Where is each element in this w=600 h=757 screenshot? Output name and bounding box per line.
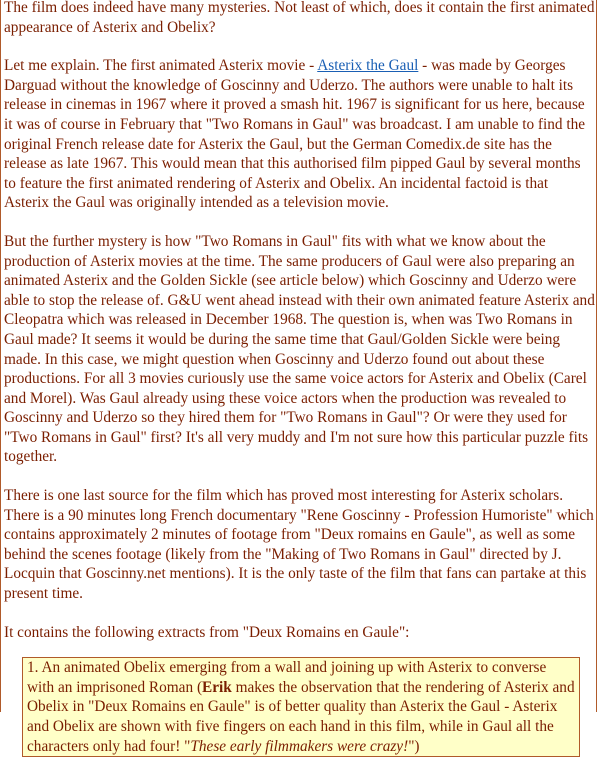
paragraph-mystery: But the further mystery is how "Two Romans in Gaul" fits with what we know about the production of Asterix movies at the time. The same producers of Gaul were also preparing an animated Asterix and the Golden Sickle (see article below) which Goscinny and Uderzo were able to stop the release of. G&U went ahead instead with their own animated feature Asterix and Cleopatra which was released in December 1968. The question is, when was Two Romans in Gaul made? It seems it would be during the same time that Gaul/Golden Sickle were being made. In this case, we might question when Goscinny and Uderzo found out about these productions. For all 3 movies curiously use the same voice actors for Asterix and Obelix (Carel and Morel). Was Gaul already using these voice actors when the production was revealed to Goscinny and Uderzo so they hired them for "Two Romans in Gaul"? Or were they used for "Two Romans in Gaul" first? It's all very muddy and I'm not sure how this particular puzzle fits together. [4, 232, 595, 466]
paragraph-extracts-intro: It contains the following extracts from "Deux Romains en Gaule": [4, 623, 410, 641]
paragraph-documentary: There is one last source for the film which has proved most interesting for Asterix scholars. There is a 90 minutes long French documentary "Rene Goscinny - Profession Humoriste" which contains approximately 2 minutes of footage from "Deux romains en Gaule", as well as some behind the scenes footage (likely from the "Making of Two Romans in Gaul" directed by J. Locquin that Goscinny.net mentions). It is the only taste of the film that fans can partake at this present time. [4, 487, 594, 603]
paragraph-explain-text-1: Let me explain. The first animated Asterix movie - [4, 57, 318, 75]
note-text-3: ") [408, 737, 420, 755]
asterix-the-gaul-link[interactable]: Asterix the Gaul [317, 57, 419, 75]
note-text-1: 1. An animated Obelix emerging from a wall and joining up with Asterix to converse with an imprisoned Roman ( [27, 659, 547, 696]
paragraph-explain-text-2: - was made by Georges Darguad without the knowledge of Goscinny and Uderzo. The authors were unable to halt its release in cinemas in 1967 where it proved a smash hit. 1967 is significant for us here, because it was of course in February that "Two Romans in Gaul" was broadcast. I am unable to find the original French release date for Asterix the Gaul, but the German Comedix.de site has the release as late 1967. This would mean that this authorised film pipped Gaul by several months to feature the first animated rendering of Asterix and Obelix. An incidental factoid is that Asterix the Gaul was originally intended as a television movie. [4, 57, 586, 212]
note-text-2: makes the observation that the rendering of Asterix and Obelix in "Deux Romains en Gaule" is of better quality than Asterix the Gaul - Asterix and Obelix are shown with five fingers on each hand in this film, while in Gaul all the characters only had four! " [27, 678, 575, 755]
extract-note-box [22, 657, 580, 757]
note-quote: These early filmmakers were crazy! [190, 737, 409, 755]
note-author-erik: Erik [202, 678, 232, 696]
paragraph-explain [4, 56, 596, 213]
paragraph-intro: The film does indeed have many mysteries. Not least of which, does it contain the first animated appearance of Asterix and Obelix? [4, 0, 595, 36]
article-content [4, 0, 596, 757]
